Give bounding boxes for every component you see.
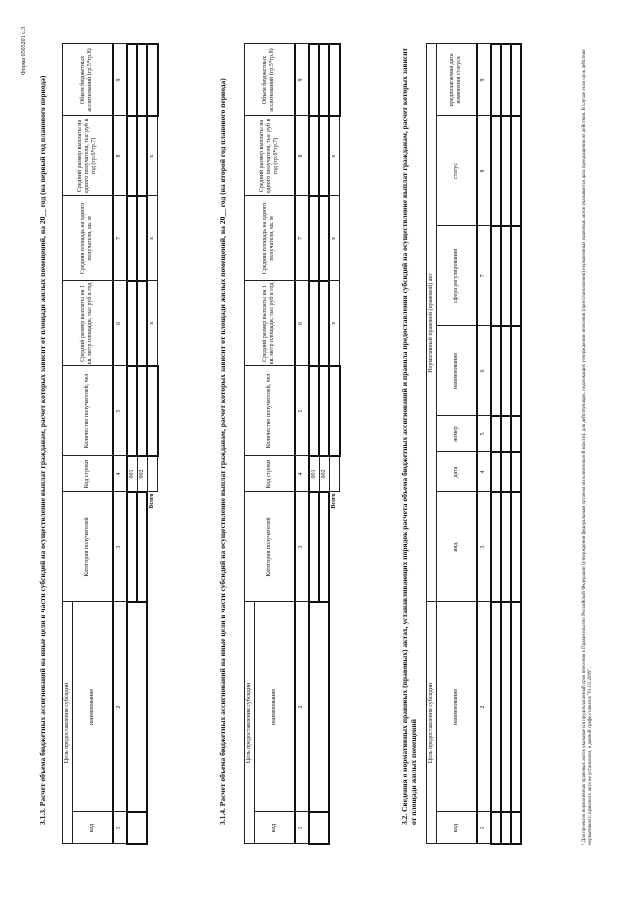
value-cell[interactable] xyxy=(127,196,138,281)
col-num: 6 xyxy=(295,281,309,366)
value-cell[interactable] xyxy=(127,44,138,116)
total-line-code-cell xyxy=(329,456,340,492)
value-cell[interactable] xyxy=(491,492,501,602)
category-header: Категория получателей xyxy=(245,492,295,602)
col-num: 5 xyxy=(113,366,127,456)
col-num: 5 xyxy=(477,416,491,452)
col-num: 4 xyxy=(477,452,491,492)
value-cell[interactable] xyxy=(127,281,138,366)
col-num: 1 xyxy=(477,812,491,844)
count-header: Количество получателей, чел xyxy=(245,366,295,456)
value-cell[interactable] xyxy=(491,416,501,452)
value-cell[interactable] xyxy=(319,196,329,281)
x-cell: x xyxy=(329,196,340,281)
section-32-heading: 3.2. Сведения о нормативных правовых (правовых) актах, устанавливающих порядок расчета объема бюджетных ассигнований и правила предоставления субсидий на осуществление выплат гражданам, расчет которых зависит от площади жилых помещений xyxy=(400,47,418,825)
col-num: 1 xyxy=(113,812,127,844)
avg-payment-header: Средний размер выплаты на одного получателя, тыс руб в год (гр.6*гр.7) xyxy=(245,116,295,196)
x-cell: x xyxy=(329,281,340,366)
total-count-cell[interactable] xyxy=(329,366,340,456)
table-row xyxy=(511,44,521,844)
col-num: 8 xyxy=(113,116,127,196)
line-code-cell: 001 xyxy=(127,456,138,492)
purpose-header: Цель предоставления субсидии xyxy=(427,602,437,844)
table-row xyxy=(501,44,511,844)
section-313-heading: 3.1.3. Расчет объема бюджетных ассигнований на иные цели в части субсидий на осуществление выплат гражданам, расчет которых зависит от площади жилых помещений, на 20__ год (на первый год планового периода) xyxy=(38,75,47,825)
column-numbers-row xyxy=(113,44,127,844)
col-num: 8 xyxy=(477,116,491,226)
x-cell: x xyxy=(147,281,158,366)
total-count-cell[interactable] xyxy=(147,366,158,456)
category-cell[interactable] xyxy=(137,492,147,602)
col-num: 5 xyxy=(295,366,309,456)
value-cell[interactable] xyxy=(319,116,329,196)
value-cell[interactable] xyxy=(319,281,329,366)
value-cell[interactable] xyxy=(511,226,521,326)
value-cell[interactable] xyxy=(511,116,521,226)
value-cell[interactable] xyxy=(137,44,147,116)
total-row xyxy=(329,44,340,844)
col-num: 7 xyxy=(295,196,309,281)
table-row xyxy=(491,44,501,844)
value-cell[interactable] xyxy=(491,226,501,326)
avg-payment-header: Средний размер выплаты на одного получателя, тыс руб в год (гр.6*гр.7) xyxy=(63,116,113,196)
value-cell[interactable] xyxy=(501,452,511,492)
column-numbers-row xyxy=(477,44,491,844)
value-cell[interactable] xyxy=(491,44,501,116)
value-cell[interactable] xyxy=(511,416,521,452)
table-32 xyxy=(426,43,522,845)
col-num: 9 xyxy=(477,44,491,116)
code-cell[interactable] xyxy=(511,812,521,844)
form-code: Форма 0505201 с.3 xyxy=(21,26,27,75)
value-cell[interactable] xyxy=(491,326,501,416)
name-cell[interactable] xyxy=(501,602,511,812)
act-header: Нормативный правовой (правовой) акт xyxy=(427,44,437,602)
code-cell[interactable] xyxy=(127,812,148,844)
value-cell[interactable] xyxy=(511,44,521,116)
value-cell[interactable] xyxy=(501,116,511,226)
purpose-header: Цель предоставления субсидии xyxy=(245,602,255,844)
value-cell[interactable] xyxy=(319,366,329,456)
table-313 xyxy=(62,43,159,845)
code-cell[interactable] xyxy=(501,812,511,844)
code-header: код xyxy=(255,812,295,844)
value-cell[interactable] xyxy=(501,492,511,602)
value-cell[interactable] xyxy=(491,116,501,226)
status-header: статус xyxy=(437,116,477,226)
value-cell[interactable] xyxy=(491,452,501,492)
name-header: наименование xyxy=(437,602,477,812)
value-cell[interactable] xyxy=(137,366,147,456)
value-cell[interactable] xyxy=(511,492,521,602)
category-header: Категория получателей xyxy=(63,492,113,602)
col-num: 3 xyxy=(113,492,127,602)
total-line-code-cell xyxy=(147,456,158,492)
col-num: 6 xyxy=(113,281,127,366)
name-cell[interactable] xyxy=(491,602,501,812)
col-num: 9 xyxy=(113,44,127,116)
avg-size-header: Средний размер выплаты на 1 кв. метр площади, тыс руб в год xyxy=(63,281,113,366)
value-cell[interactable] xyxy=(309,366,320,456)
category-cell[interactable] xyxy=(319,492,329,602)
value-cell[interactable] xyxy=(501,44,511,116)
col-num: 3 xyxy=(295,492,309,602)
value-cell[interactable] xyxy=(511,452,521,492)
column-numbers-row xyxy=(295,44,309,844)
section-314-heading: 3.1.4. Расчет объема бюджетных ассигнований на иные цели в части субсидий на осуществление выплат гражданам, расчет которых зависит от площади жилых помещений, на 20__ год (на второй год планового периода) xyxy=(218,78,227,825)
value-cell[interactable] xyxy=(511,326,521,416)
avg-area-header: Средняя площадь на одного получателя, кв. м xyxy=(63,196,113,281)
total-label: Всего xyxy=(331,493,338,509)
count-header: Количество получателей, чел xyxy=(63,366,113,456)
code-header: код xyxy=(437,812,477,844)
act-name-header: наименование xyxy=(437,326,477,416)
footnote: ¹ Для проектов нормативных правовых актов указывается предполагаемый срок внесения в Правительство Российской Федерации (утверждения федеральным органом исполнительной власти), для действующих, подлежащих утверждению внесения (приостановления) нормативных правовых актов указывается дата прекращения их действия. В случае если срок действия нормативного правового акта не установлен, в данной графе ставится "01.01.2099". xyxy=(582,49,593,845)
value-cell[interactable] xyxy=(137,116,147,196)
line-code-cell: 001 xyxy=(309,456,320,492)
category-cell[interactable] xyxy=(127,492,138,602)
col-num: 7 xyxy=(477,226,491,326)
volume-header: Объем бюджетных ассигнований (гр.5*гр.8) xyxy=(245,44,295,116)
x-cell: x xyxy=(147,196,158,281)
avg-area-header: Средняя площадь на одного получателя, кв. м xyxy=(245,196,295,281)
col-num: 2 xyxy=(295,602,309,812)
col-num: 7 xyxy=(113,196,127,281)
table-row xyxy=(127,44,138,844)
name-cell[interactable] xyxy=(309,602,330,812)
line-code-cell: 002 xyxy=(319,456,329,492)
col-num: 4 xyxy=(113,456,127,492)
table-314 xyxy=(244,43,341,845)
line-code-header: Код строки xyxy=(63,456,113,492)
kind-header: вид xyxy=(437,492,477,602)
value-cell[interactable] xyxy=(309,44,320,116)
total-volume-cell[interactable] xyxy=(147,44,158,116)
sphere-header: сфера регулирования xyxy=(437,226,477,326)
col-num: 8 xyxy=(295,116,309,196)
purpose-header: Цель предоставления субсидии xyxy=(63,602,73,844)
volume-header: Объем бюджетных ассигнований (гр.5*гр.8) xyxy=(63,44,113,116)
col-num: 9 xyxy=(295,44,309,116)
value-cell[interactable] xyxy=(501,226,511,326)
value-cell[interactable] xyxy=(127,366,138,456)
value-cell[interactable] xyxy=(137,281,147,366)
code-cell[interactable] xyxy=(309,812,330,844)
name-header: наименование xyxy=(73,602,113,812)
expiry-header: предполагаемая дата изменения статуса xyxy=(437,44,477,116)
line-code-header: Код строки xyxy=(245,456,295,492)
line-code-cell: 002 xyxy=(137,456,147,492)
x-cell: x xyxy=(329,116,340,196)
total-label: Всего xyxy=(149,493,156,509)
category-cell[interactable] xyxy=(309,492,320,602)
value-cell[interactable] xyxy=(127,116,138,196)
code-header: код xyxy=(73,812,113,844)
name-header: наименование xyxy=(255,602,295,812)
value-cell[interactable] xyxy=(319,44,329,116)
value-cell[interactable] xyxy=(137,196,147,281)
value-cell[interactable] xyxy=(501,326,511,416)
name-cell[interactable] xyxy=(511,602,521,812)
date-header: дата xyxy=(437,452,477,492)
col-num: 6 xyxy=(477,326,491,416)
avg-size-header: Средний размер выплаты на 1 кв. метр площади, тыс руб в год xyxy=(245,281,295,366)
value-cell[interactable] xyxy=(309,196,320,281)
name-cell[interactable] xyxy=(127,602,148,812)
total-row xyxy=(147,44,158,844)
value-cell[interactable] xyxy=(501,416,511,452)
number-header: номер xyxy=(437,416,477,452)
col-num: 2 xyxy=(113,602,127,812)
table-row xyxy=(309,44,320,844)
total-volume-cell[interactable] xyxy=(329,44,340,116)
col-num: 1 xyxy=(295,812,309,844)
code-cell[interactable] xyxy=(491,812,501,844)
col-num: 2 xyxy=(477,602,491,812)
value-cell[interactable] xyxy=(309,281,320,366)
x-cell: x xyxy=(147,116,158,196)
value-cell[interactable] xyxy=(309,116,320,196)
col-num: 3 xyxy=(477,492,491,602)
col-num: 4 xyxy=(295,456,309,492)
